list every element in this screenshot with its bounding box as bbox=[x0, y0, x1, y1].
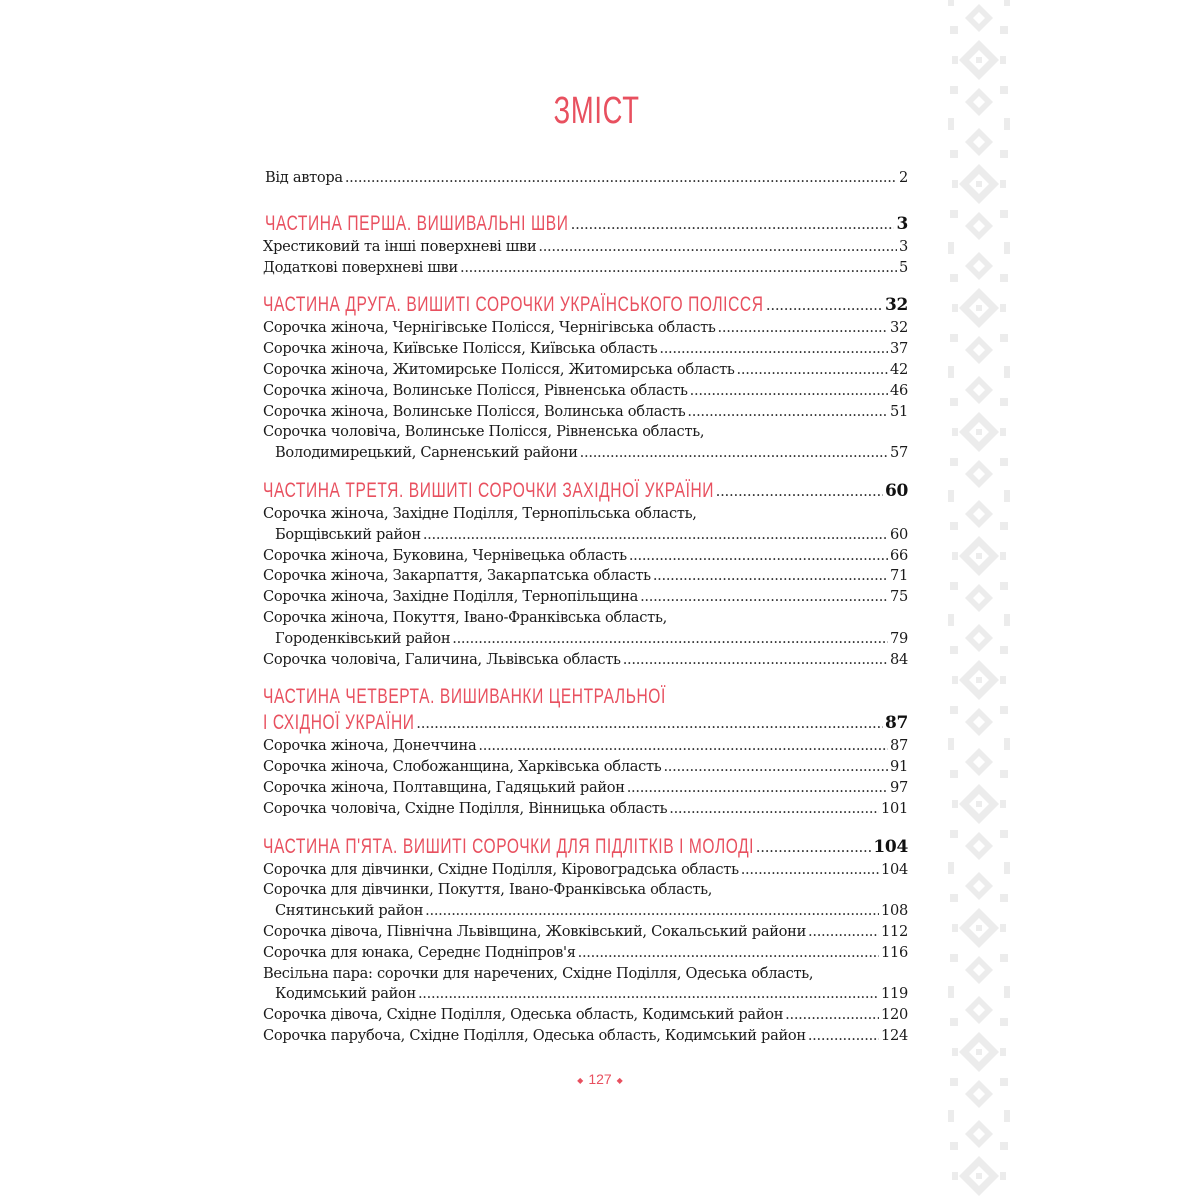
toc-entry-page: 75 bbox=[890, 588, 908, 606]
toc-entry[interactable] bbox=[263, 339, 908, 360]
section-heading-page: 3 bbox=[896, 213, 908, 234]
toc-entry-page: 97 bbox=[890, 778, 908, 796]
toc-entry[interactable] bbox=[263, 650, 908, 671]
dot-leader bbox=[423, 525, 888, 546]
toc-entry[interactable] bbox=[263, 880, 908, 901]
toc-entry[interactable] bbox=[263, 237, 908, 258]
toc-entry-page: 37 bbox=[890, 340, 908, 358]
dot-leader bbox=[766, 292, 883, 318]
dot-leader bbox=[460, 258, 897, 279]
dot-leader bbox=[669, 799, 879, 820]
toc-entry-page: 60 bbox=[890, 525, 908, 543]
toc-entry-page: 120 bbox=[881, 1006, 908, 1024]
toc-entry-page: 101 bbox=[881, 799, 908, 817]
dot-leader bbox=[659, 339, 888, 360]
toc-entry-label: Сорочка чоловіча, Волинське Полісся, Рівненська область, bbox=[263, 423, 705, 441]
toc-entry-label: Сорочка жіноча, Київське Полісся, Київська область bbox=[263, 340, 658, 358]
toc-entry-label: Сорочка жіноча, Західне Поділля, Тернопільщина bbox=[263, 588, 639, 606]
toc-entry[interactable] bbox=[263, 566, 908, 587]
toc-entry-label: Кодимський район bbox=[275, 985, 416, 1003]
toc-entry-page: 84 bbox=[890, 650, 908, 668]
section-heading[interactable] bbox=[263, 292, 908, 318]
toc-entry-label: Сорочка для дівчинки, Східне Поділля, Кіровоградська область bbox=[263, 860, 739, 878]
toc-entry[interactable] bbox=[263, 964, 908, 985]
toc-entry-page: 116 bbox=[881, 943, 908, 961]
dot-leader bbox=[478, 736, 888, 757]
toc-entry[interactable] bbox=[263, 943, 908, 964]
toc-entry-label: Хрестиковий та інші поверхневі шви bbox=[263, 237, 537, 255]
dot-leader bbox=[808, 922, 879, 943]
section-heading[interactable] bbox=[263, 478, 908, 504]
dot-leader bbox=[687, 402, 888, 423]
toc-entry-page: 3 bbox=[899, 237, 908, 255]
toc-entry-page: 87 bbox=[890, 737, 908, 755]
toc-entry-label: Городенківський район bbox=[275, 629, 451, 647]
toc-entry-label: Сорочка жіноча, Волинське Полісся, Волинська область bbox=[263, 402, 686, 420]
section-heading-label: ЧАСТИНА ПЕРША. ВИШИВАЛЬНІ ШВИ bbox=[265, 211, 569, 235]
toc-entry[interactable] bbox=[263, 778, 908, 799]
toc-entry[interactable] bbox=[263, 736, 908, 757]
toc-entry-label: Сорочка дівоча, Північна Львівщина, Жовківський, Сокальський райони bbox=[263, 922, 807, 940]
dot-leader bbox=[416, 710, 883, 736]
section-heading[interactable]: ЧАСТИНА ЧЕТВЕРТА. ВИШИВАНКИ ЦЕНТРАЛЬНОЇ bbox=[263, 685, 666, 709]
toc-entry-label: Сорочка жіноча, Житомирське Полісся, Житомирська область bbox=[263, 360, 735, 378]
toc-entry-page: 66 bbox=[890, 546, 908, 564]
toc-entry-label: Сорочка жіноча, Полтавщина, Гадяцький район bbox=[263, 778, 625, 796]
dot-leader bbox=[741, 860, 879, 881]
toc-entry[interactable] bbox=[263, 799, 908, 820]
toc-entry[interactable] bbox=[263, 258, 908, 279]
toc-entry-continuation[interactable] bbox=[263, 901, 908, 922]
dot-leader bbox=[578, 943, 879, 964]
toc-entry-label: Сорочка жіноча, Чернігівське Полісся, Чернігівська область bbox=[263, 319, 716, 337]
toc-entry-label: Весільна пара: сорочки для наречених, Східне Поділля, Одеська область, bbox=[263, 964, 814, 982]
dot-leader bbox=[538, 237, 897, 258]
toc-entry-label: Від автора bbox=[265, 169, 343, 186]
toc-entry[interactable] bbox=[263, 922, 908, 943]
toc-entry-label: Сорочка жіноча, Донеччина bbox=[263, 737, 477, 755]
toc-entry[interactable] bbox=[263, 360, 908, 381]
toc-entry-continuation[interactable] bbox=[263, 525, 908, 546]
section-heading[interactable] bbox=[263, 710, 908, 736]
toc-entry-page: 108 bbox=[881, 902, 908, 920]
section-heading-page: 32 bbox=[884, 295, 908, 316]
dot-leader bbox=[690, 381, 888, 402]
toc-entry-label: Сорочка для юнака, Середнє Подніпров'я bbox=[263, 943, 576, 961]
toc-entry-page: 104 bbox=[881, 860, 908, 878]
toc-entry-label: Сорочка жіноча, Західне Поділля, Тернопільська область, bbox=[263, 504, 697, 522]
toc-entry-label: Сорочка жіноча, Покуття, Івано-Франківська область, bbox=[263, 608, 667, 626]
toc-entry-page: 112 bbox=[881, 922, 908, 940]
toc-entry-page: 32 bbox=[890, 319, 908, 337]
toc-entry-page: 2 bbox=[899, 169, 908, 186]
page-footer bbox=[0, 1071, 1200, 1087]
toc-entry[interactable] bbox=[263, 1026, 908, 1047]
toc-entry-page: 5 bbox=[899, 258, 908, 276]
toc-entry-label: Сорочка жіноча, Слобожанщина, Харківська область bbox=[263, 758, 662, 776]
toc-entry-page: 42 bbox=[890, 360, 908, 378]
dot-leader bbox=[718, 318, 889, 339]
toc-entry-label: Сорочка чоловіча, Галичина, Львівська область bbox=[263, 650, 621, 668]
dot-leader bbox=[737, 360, 888, 381]
toc-entry[interactable] bbox=[263, 757, 908, 778]
toc-entry-page: 119 bbox=[881, 985, 908, 1003]
toc-entry-label: Сорочка парубоча, Східне Поділля, Одеська область, Кодимський район bbox=[263, 1026, 806, 1044]
toc-entry-label: Сорочка жіноча, Буковина, Чернівецька область bbox=[263, 546, 627, 564]
toc-entry-label: Сорочка жіноча, Волинське Полісся, Рівненська область bbox=[263, 381, 688, 399]
toc-entry-label: Сорочка дівоча, Східне Поділля, Одеська область, Кодимський район bbox=[263, 1006, 784, 1024]
dot-leader bbox=[785, 1005, 879, 1026]
diamond-ornament-icon: ◆ bbox=[577, 1075, 584, 1085]
toc-entry-label: Снятинський район bbox=[275, 902, 424, 920]
toc-entry-page: 124 bbox=[881, 1026, 908, 1044]
toc-entry-label: Борщівський район bbox=[275, 525, 421, 543]
toc-entry[interactable] bbox=[263, 546, 908, 567]
dot-leader bbox=[425, 901, 879, 922]
dot-leader bbox=[623, 650, 888, 671]
section-heading[interactable] bbox=[263, 834, 908, 860]
section-heading-page: 87 bbox=[884, 713, 908, 734]
toc-entry[interactable] bbox=[263, 608, 908, 629]
section-heading-page: 60 bbox=[884, 480, 908, 501]
dot-leader bbox=[640, 587, 888, 608]
dot-leader bbox=[345, 168, 897, 189]
dot-leader bbox=[418, 984, 879, 1005]
dot-leader bbox=[653, 566, 888, 587]
toc-entry-label: Володимирецький, Сарненський райони bbox=[275, 444, 578, 462]
toc-entry-label: Додаткові поверхневі шви bbox=[263, 258, 458, 276]
toc-entry[interactable] bbox=[263, 402, 908, 423]
dot-leader bbox=[452, 629, 888, 650]
toc-entry-label: Сорочка жіноча, Закарпаття, Закарпатська область bbox=[263, 567, 651, 585]
dot-leader bbox=[580, 443, 888, 464]
toc-entry-page: 57 bbox=[890, 444, 908, 462]
toc-entry-label: Сорочка для дівчинки, Покуття, Івано-Франківська область, bbox=[263, 881, 713, 899]
section-heading-label: І СХІДНОЇ УКРАЇНИ bbox=[263, 711, 415, 735]
toc-entry-label: Сорочка чоловіча, Східне Поділля, Вінницька область bbox=[263, 799, 668, 817]
toc-entry-continuation[interactable] bbox=[263, 629, 908, 650]
dot-leader bbox=[571, 211, 895, 237]
toc-entry-page: 46 bbox=[890, 381, 908, 399]
toc-entry-page: 71 bbox=[890, 567, 908, 585]
toc-entry-continuation[interactable] bbox=[263, 984, 908, 1005]
toc-entry[interactable] bbox=[263, 381, 908, 402]
section-heading[interactable] bbox=[265, 211, 908, 237]
table-of-contents bbox=[263, 168, 908, 1047]
diamond-ornament-icon: ◆ bbox=[616, 1075, 623, 1085]
section-heading-label: ЧАСТИНА ДРУГА. ВИШИТІ СОРОЧКИ УКРАЇНСЬКОГО ПОЛІССЯ bbox=[263, 293, 764, 317]
dot-leader bbox=[627, 778, 888, 799]
dot-leader bbox=[663, 757, 888, 778]
page-number: 127 bbox=[588, 1071, 612, 1087]
toc-entry[interactable] bbox=[263, 587, 908, 608]
dot-leader bbox=[716, 478, 883, 504]
toc-entry-page: 51 bbox=[890, 402, 908, 420]
toc-entry-intro[interactable] bbox=[265, 168, 908, 189]
section-heading-label: ЧАСТИНА П'ЯТА. ВИШИТІ СОРОЧКИ ДЛЯ ПІДЛІТКІВ І МОЛОДІ bbox=[263, 834, 755, 858]
toc-entry[interactable] bbox=[263, 1005, 908, 1026]
embroidery-ornament-band bbox=[948, 0, 1010, 1200]
toc-entry-page: 91 bbox=[890, 758, 908, 776]
dot-leader bbox=[756, 834, 872, 860]
page-title: ЗМІСТ bbox=[553, 90, 640, 132]
toc-entry-page: 79 bbox=[890, 629, 908, 647]
toc-entry[interactable] bbox=[263, 318, 908, 339]
dot-leader bbox=[808, 1026, 879, 1047]
toc-entry[interactable] bbox=[263, 504, 908, 525]
toc-entry[interactable] bbox=[263, 860, 908, 881]
toc-entry[interactable] bbox=[263, 422, 908, 443]
section-heading-label: ЧАСТИНА ТРЕТЯ. ВИШИТІ СОРОЧКИ ЗАХІДНОЇ УКРАЇНИ bbox=[263, 478, 715, 502]
section-heading-page: 104 bbox=[873, 836, 908, 857]
toc-entry-continuation[interactable] bbox=[263, 443, 908, 464]
dot-leader bbox=[629, 546, 888, 567]
